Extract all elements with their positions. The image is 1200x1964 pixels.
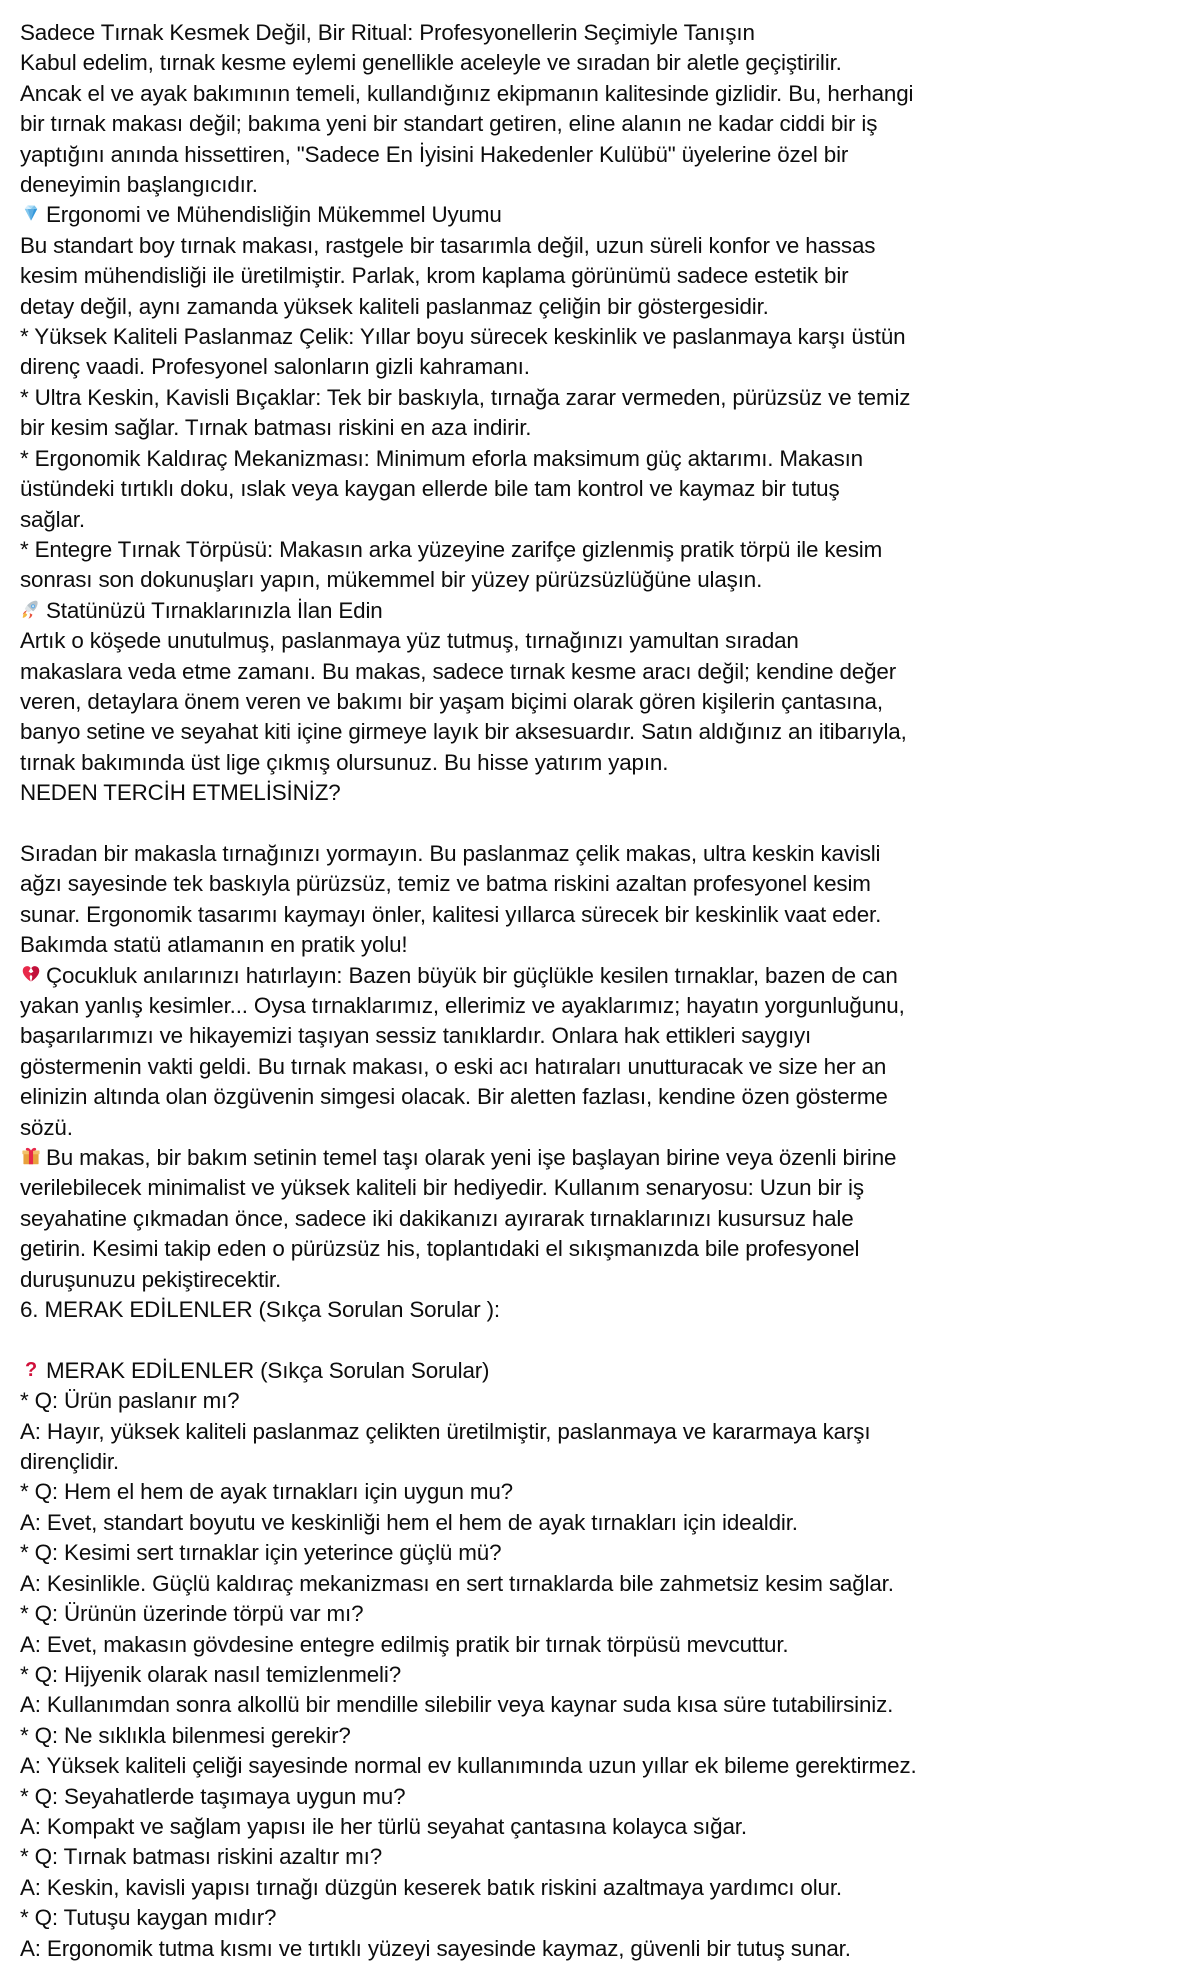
text-line — [20, 1812, 1180, 1842]
text-line — [20, 1477, 1180, 1507]
line-text: üstündeki tırtıklı doku, ıslak veya kaygan ellerde bile tam kontrol ve kaymaz bir tutuş — [20, 476, 840, 502]
text-line — [20, 1508, 1180, 1538]
paragraph-ergonomics-heading — [20, 200, 1180, 230]
paragraph-faq-numbered-heading — [20, 1295, 1180, 1325]
line-text: Bu makas, bir bakım setinin temel taşı olarak yeni işe başlayan birine veya özenli birine — [46, 1145, 897, 1171]
line-text: direnç vaadi. Profesyonel salonların gizli kahramanı. — [20, 354, 530, 380]
text-line — [20, 1234, 1180, 1264]
line-text: yakan yanlış kesimler... Oysa tırnaklarımız, ellerimiz ve ayaklarımız; hayatın yorgunluğunu, — [20, 992, 905, 1018]
line-text: elinizin altında olan özgüvenin simgesi olacak. Bir aletten fazlası, kendine özen gösterme — [20, 1084, 888, 1110]
text-line — [20, 200, 1180, 230]
line-text: 6. MERAK EDİLENLER (Sıkça Sorulan Sorular ): — [20, 1297, 500, 1323]
line-text: Statünüzü Tırnaklarınızla İlan Edin — [46, 597, 383, 623]
line-text: A: Kesinlikle. Güçlü kaldıraç mekanizması en sert tırnaklarda bile zahmetsiz kesim sağlar. — [20, 1570, 894, 1596]
text-line — [20, 1690, 1180, 1720]
red-question-mark-icon — [20, 1358, 42, 1380]
line-text: A: Keskin, kavisli yapısı tırnağı düzgün keserek batık riskini azaltmaya yardımcı olur. — [20, 1874, 842, 1900]
line-text: veren, detaylara önem veren ve bakımı bir yaşam biçimi olarak gören kişilerin çantasına, — [20, 688, 883, 714]
text-line — [20, 778, 1180, 808]
line-text: banyo setine ve seyahat kiti içine girmeye layık bir aksesuardır. Satın aldığınız an itibarıyla, — [20, 719, 907, 745]
broken-heart-icon — [20, 963, 42, 985]
text-line — [20, 1842, 1180, 1872]
line-text: bir tırnak makası değil; bakıma yeni bir standart getiren, eline alanın ne kadar ciddi bir iş — [20, 111, 878, 137]
text-line — [20, 1751, 1180, 1781]
rocket-icon — [20, 598, 42, 620]
paragraph-feature-lever — [20, 444, 1180, 535]
line-text: Ancak el ve ayak bakımının temeli, kullandığınız ekipmanın kalitesinde gizlidir. Bu, herhangi — [20, 80, 914, 106]
paragraph-why-choose-heading — [20, 778, 1180, 808]
text-line — [20, 292, 1180, 322]
text-line — [20, 1113, 1180, 1143]
text-line — [20, 1021, 1180, 1051]
line-text: kesim mühendisliği ile üretilmiştir. Parlak, krom kaplama görünümü sadece estetik bir — [20, 263, 849, 289]
text-line — [20, 748, 1180, 778]
text-line — [20, 596, 1180, 626]
line-text: * Q: Hem el hem de ayak tırnakları için uygun mu? — [20, 1479, 513, 1505]
line-text: sunar. Ergonomik tasarımı kaymayı önler, kalitesi yıllarca sürecek bir keskinlik vaat eder. — [20, 901, 882, 927]
line-text: verilebilecek minimalist ve yüksek kaliteli bir hediyedir. Kullanım senaryosu: Uzun bir iş — [20, 1175, 864, 1201]
text-line — [20, 140, 1180, 170]
line-text: * Q: Ürünün üzerinde törpü var mı? — [20, 1601, 364, 1627]
paragraph-nostalgia — [20, 961, 1180, 1143]
line-text: * Ultra Keskin, Kavisli Bıçaklar: Tek bir baskıyla, tırnağa zarar vermeden, pürüzsüz ve temiz — [20, 384, 911, 410]
paragraph-status-heading — [20, 596, 1180, 626]
line-text: duruşunuzu pekiştirecektir. — [20, 1266, 282, 1292]
line-text: Sıradan bir makasla tırnağınızı yormayın. Bu paslanmaz çelik makas, ultra keskin kavisli — [20, 840, 881, 866]
line-text: deneyimin başlangıcıdır. — [20, 172, 258, 198]
text-line — [20, 1295, 1180, 1325]
gem-stone-icon — [20, 202, 42, 224]
paragraph-why-choose-body — [20, 839, 1180, 961]
text-line — [20, 1143, 1180, 1173]
paragraph-status-body — [20, 626, 1180, 778]
text-line — [20, 1265, 1180, 1295]
line-text: * Q: Kesimi sert tırnaklar için yeterince güçlü mü? — [20, 1540, 502, 1566]
text-line — [20, 1903, 1180, 1933]
paragraph-ergonomics-body — [20, 231, 1180, 322]
line-text: Çocukluk anılarınızı hatırlayın: Bazen büyük bir güçlükle kesilen tırnaklar, bazen de can — [46, 962, 898, 988]
text-line — [20, 1052, 1180, 1082]
text-line — [20, 170, 1180, 200]
svg-text:?: ? — [24, 1358, 38, 1380]
line-text: * Yüksek Kaliteli Paslanmaz Çelik: Yıllar boyu sürecek keskinlik ve paslanmaya karşı üstün — [20, 324, 906, 350]
text-line — [20, 48, 1180, 78]
line-text: göstermenin vakti geldi. Bu tırnak makası, o eski acı hatıraları unutturacak ve size her an — [20, 1053, 887, 1079]
paragraph-feature-steel — [20, 322, 1180, 383]
text-line — [20, 900, 1180, 930]
line-text: * Q: Tutuşu kaygan mıdır? — [20, 1905, 277, 1931]
line-text: * Q: Tırnak batması riskini azaltır mı? — [20, 1844, 383, 1870]
text-line — [20, 1386, 1180, 1416]
line-text: yaptığını anında hissettiren, "Sadece En İyisini Hakedenler Kulübü" üyelerine özel bir — [20, 141, 849, 167]
line-text: * Q: Ne sıklıkla bilenmesi gerekir? — [20, 1722, 351, 1748]
line-text: detay değil, aynı zamanda yüksek kaliteli paslanmaz çeliğin bir göstergesidir. — [20, 293, 769, 319]
line-text: getirin. Kesimi takip eden o pürüzsüz his, toplantıdaki el sıkışmanızda bile profesyonel — [20, 1236, 860, 1262]
text-line — [20, 1538, 1180, 1568]
document-body — [20, 18, 1180, 1964]
blank-line — [20, 1325, 1180, 1355]
text-line — [20, 109, 1180, 139]
line-text: A: Kullanımdan sonra alkollü bir mendille silebilir veya kaynar suda kısa süre tutabilirsiniz. — [20, 1692, 894, 1718]
line-text: dirençlidir. — [20, 1449, 120, 1475]
text-line — [20, 930, 1180, 960]
line-text: seyahatine çıkmadan önce, sadece iki dakikanızı ayırarak tırnaklarınızı kusursuz hale — [20, 1205, 854, 1231]
line-text: * Q: Ürün paslanır mı? — [20, 1388, 240, 1414]
text-line — [20, 657, 1180, 687]
line-text: A: Hayır, yüksek kaliteli paslanmaz çelikten üretilmiştir, paslanmaya ve kararmaya karşı — [20, 1418, 871, 1444]
text-line — [20, 413, 1180, 443]
line-text: Kabul edelim, tırnak kesme eylemi genellikle aceleyle ve sıradan bir aletle geçiştirilir. — [20, 50, 842, 76]
text-line — [20, 1447, 1180, 1477]
line-text: NEDEN TERCİH ETMELİSİNİZ? — [20, 780, 341, 806]
line-text: A: Yüksek kaliteli çeliği sayesinde normal ev kullanımında uzun yıllar ek bileme gerektirmez. — [20, 1753, 917, 1779]
line-text: * Entegre Tırnak Törpüsü: Makasın arka yüzeyine zarifçe gizlenmiş pratik törpü ile kesim — [20, 536, 883, 562]
text-line — [20, 991, 1180, 1021]
line-text: A: Ergonomik tutma kısmı ve tırtıklı yüzeyi sayesinde kaymaz, güvenli bir tutuş sunar. — [20, 1935, 851, 1961]
text-line — [20, 717, 1180, 747]
line-text: Ergonomi ve Mühendisliğin Mükemmel Uyumu — [46, 202, 502, 228]
text-line — [20, 687, 1180, 717]
text-line — [20, 1356, 1180, 1386]
text-line — [20, 1173, 1180, 1203]
text-line — [20, 1873, 1180, 1903]
line-text: sağlar. — [20, 506, 85, 532]
text-line — [20, 79, 1180, 109]
text-line — [20, 961, 1180, 991]
blank-line — [20, 809, 1180, 839]
text-line — [20, 1204, 1180, 1234]
text-line — [20, 18, 1180, 48]
paragraph-intro — [20, 18, 1180, 200]
text-line — [20, 839, 1180, 869]
line-text: * Q: Hijyenik olarak nasıl temizlenmeli? — [20, 1661, 402, 1687]
line-text: * Ergonomik Kaldıraç Mekanizması: Minimum eforla maksimum güç aktarımı. Makasın — [20, 445, 863, 471]
line-text: Bu standart boy tırnak makası, rastgele bir tasarımla değil, uzun süreli konfor ve hassas — [20, 232, 876, 258]
line-text: Sadece Tırnak Kesmek Değil, Bir Ritual: Profesyonellerin Seçimiyle Tanışın — [20, 20, 755, 45]
line-text: A: Evet, makasın gövdesine entegre edilmiş pratik bir tırnak törpüsü mevcuttur. — [20, 1631, 789, 1657]
text-line — [20, 565, 1180, 595]
text-line — [20, 1721, 1180, 1751]
line-text: MERAK EDİLENLER (Sıkça Sorulan Sorular) — [46, 1357, 490, 1383]
text-line — [20, 1630, 1180, 1660]
text-line — [20, 444, 1180, 474]
text-line — [20, 1660, 1180, 1690]
text-line — [20, 1782, 1180, 1812]
text-line — [20, 1934, 1180, 1964]
text-line — [20, 261, 1180, 291]
text-line — [20, 1599, 1180, 1629]
paragraph-feature-file — [20, 535, 1180, 596]
line-text: Artık o köşede unutulmuş, paslanmaya yüz tutmuş, tırnağınızı yamultan sıradan — [20, 628, 799, 654]
text-line — [20, 626, 1180, 656]
text-line — [20, 352, 1180, 382]
line-text: makaslara veda etme zamanı. Bu makas, sadece tırnak kesme aracı değil; kendine değer — [20, 658, 897, 684]
text-line — [20, 383, 1180, 413]
text-line — [20, 474, 1180, 504]
text-line — [20, 231, 1180, 261]
line-text: bir kesim sağlar. Tırnak batması riskini en aza indirir. — [20, 415, 532, 441]
line-text: A: Kompakt ve sağlam yapısı ile her türlü seyahat çantasına kolayca sığar. — [20, 1813, 747, 1839]
gift-icon — [20, 1145, 42, 1167]
text-line — [20, 1082, 1180, 1112]
line-text: sonrası son dokunuşları yapın, mükemmel bir yüzey pürüzsüzlüğüne ulaşın. — [20, 567, 763, 593]
line-text: * Q: Seyahatlerde taşımaya uygun mu? — [20, 1783, 406, 1809]
text-line — [20, 1569, 1180, 1599]
paragraph-gift — [20, 1143, 1180, 1295]
line-text: A: Evet, standart boyutu ve keskinliği hem el hem de ayak tırnakları için idealdir. — [20, 1509, 798, 1535]
paragraph-feature-blades — [20, 383, 1180, 444]
line-text: sözü. — [20, 1114, 73, 1140]
text-line — [20, 322, 1180, 352]
text-line — [20, 1417, 1180, 1447]
text-line — [20, 869, 1180, 899]
line-text: Bakımda statü atlamanın en pratik yolu! — [20, 932, 408, 958]
line-text: başarılarımızı ve hikayemizi taşıyan sessiz tanıklardır. Onlara hak ettikleri saygıyı — [20, 1023, 812, 1049]
text-line — [20, 535, 1180, 565]
line-text: tırnak bakımında üst lige çıkmış olursunuz. Bu hisse yatırım yapın. — [20, 749, 669, 775]
text-line — [20, 505, 1180, 535]
paragraph-faq-heading — [20, 1356, 1180, 1386]
line-text: ağzı sayesinde tek baskıyla pürüzsüz, temiz ve batma riskini azaltan profesyonel kesim — [20, 871, 871, 897]
paragraph-faq-list — [20, 1386, 1180, 1964]
